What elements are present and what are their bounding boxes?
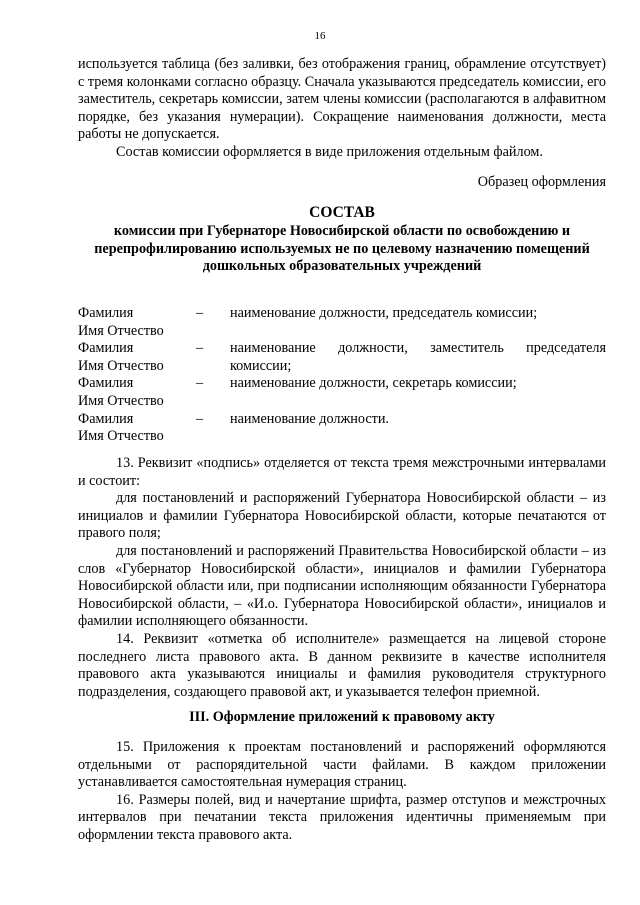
members-table (78, 305, 606, 446)
member-role: наименование должности, заместитель председателя комиссии; (230, 340, 606, 374)
sample-note: Образец оформления (477, 174, 606, 190)
member-role: наименование должности, секретарь комиссии; (230, 375, 517, 392)
paragraph-16: 16. Размеры полей, вид и начертание шрифта, размер отступов и межстрочных интервалов при печатании текста приложения идентичны применяемым при оформлении текста правового акта. (78, 791, 606, 843)
paragraph-15: 15. Приложения к проектам постановлений и распоряжений оформляются отдельными от распорядительной части файлами. В каждом приложении устанавливается самостоятельная нумерация страниц. (78, 739, 606, 791)
page-number: 16 (314, 30, 326, 42)
member-given-name: Имя Отчество (78, 357, 164, 374)
paragraph-13: 13. Реквизит «подпись» отделяется от текста тремя межстрочными интервалами и состоит: (78, 455, 606, 489)
member-dash: – (196, 340, 204, 357)
section-3-body (78, 739, 606, 845)
member-surname: Фамилия (78, 410, 134, 427)
member-given-name: Имя Отчество (78, 322, 164, 339)
paragraph-13a: для постановлений и распоряжений Губернатора Новосибирской области – из инициалов и фамилии Губернатора Новосибирской области, которые печатаются от правого поля; (78, 490, 606, 542)
items-block (78, 455, 606, 701)
member-given-name: Имя Отчество (78, 428, 164, 445)
sample-subtitle-line-1: комиссии при Губернаторе Новосибирской области по освобождению и (113, 223, 571, 239)
sample-subtitle-line-3: дошкольных образовательных учреждений (202, 258, 482, 275)
paragraph-13b: для постановлений и распоряжений Правительства Новосибирской области – из слов «Губернатор Новосибирской области», инициалов и фамилии Губернатора Новосибирской области или, при подписании исполняющим обязанности Губернатора Новосибирской области, – «И.о. Губернатора Новосибирской области», инициалов и фамилии исполняющего обязанности. (78, 542, 606, 630)
member-role: наименование должности. (230, 410, 389, 427)
section-3-title: III. Оформление приложений к правовому акту (189, 709, 495, 725)
member-dash: – (196, 305, 204, 321)
member-row (78, 411, 606, 446)
sample-heading (62, 203, 622, 276)
intro-block (78, 56, 606, 162)
sample-title: СОСТАВ (309, 204, 375, 221)
paragraph-14: 14. Реквизит «отметка об исполнителе» размещается на лицевой стороне последнего листа правового акта. В данном реквизите в качестве исполнителя правового акта указываются инициалы и фамилия руководителя структурного подразделения, создающего правовой акт, и указывается телефон приемной. (78, 630, 606, 700)
intro-paragraph-1: используется таблица (без заливки, без отображения границ, обрамление отсутствует) с тремя колонками согласно образцу. Сначала указываются председатель комиссии, его заместитель, секретарь комиссии, затем члены комиссии (располагаются в алфавитном порядке, без указания нумерации). Сокращение наименования должности, места работы не допускается. (78, 56, 606, 143)
member-role: наименование должности, председатель комиссии; (230, 305, 538, 321)
member-surname: Фамилия (78, 305, 134, 321)
member-row (78, 305, 606, 340)
section-3 (78, 709, 606, 727)
member-surname: Фамилия (78, 340, 134, 357)
member-surname: Фамилия (78, 375, 134, 392)
member-row (78, 340, 606, 375)
member-given-name: Имя Отчество (78, 392, 164, 409)
sample-subtitle-line-2: перепрофилированию используемых не по целевому назначению помещений (94, 240, 590, 257)
member-dash: – (196, 375, 204, 392)
intro-paragraph-2: Состав комиссии оформляется в виде приложения отдельным файлом. (116, 143, 543, 160)
member-dash: – (196, 410, 204, 427)
member-row (78, 375, 606, 410)
sample-note-block (78, 174, 606, 192)
